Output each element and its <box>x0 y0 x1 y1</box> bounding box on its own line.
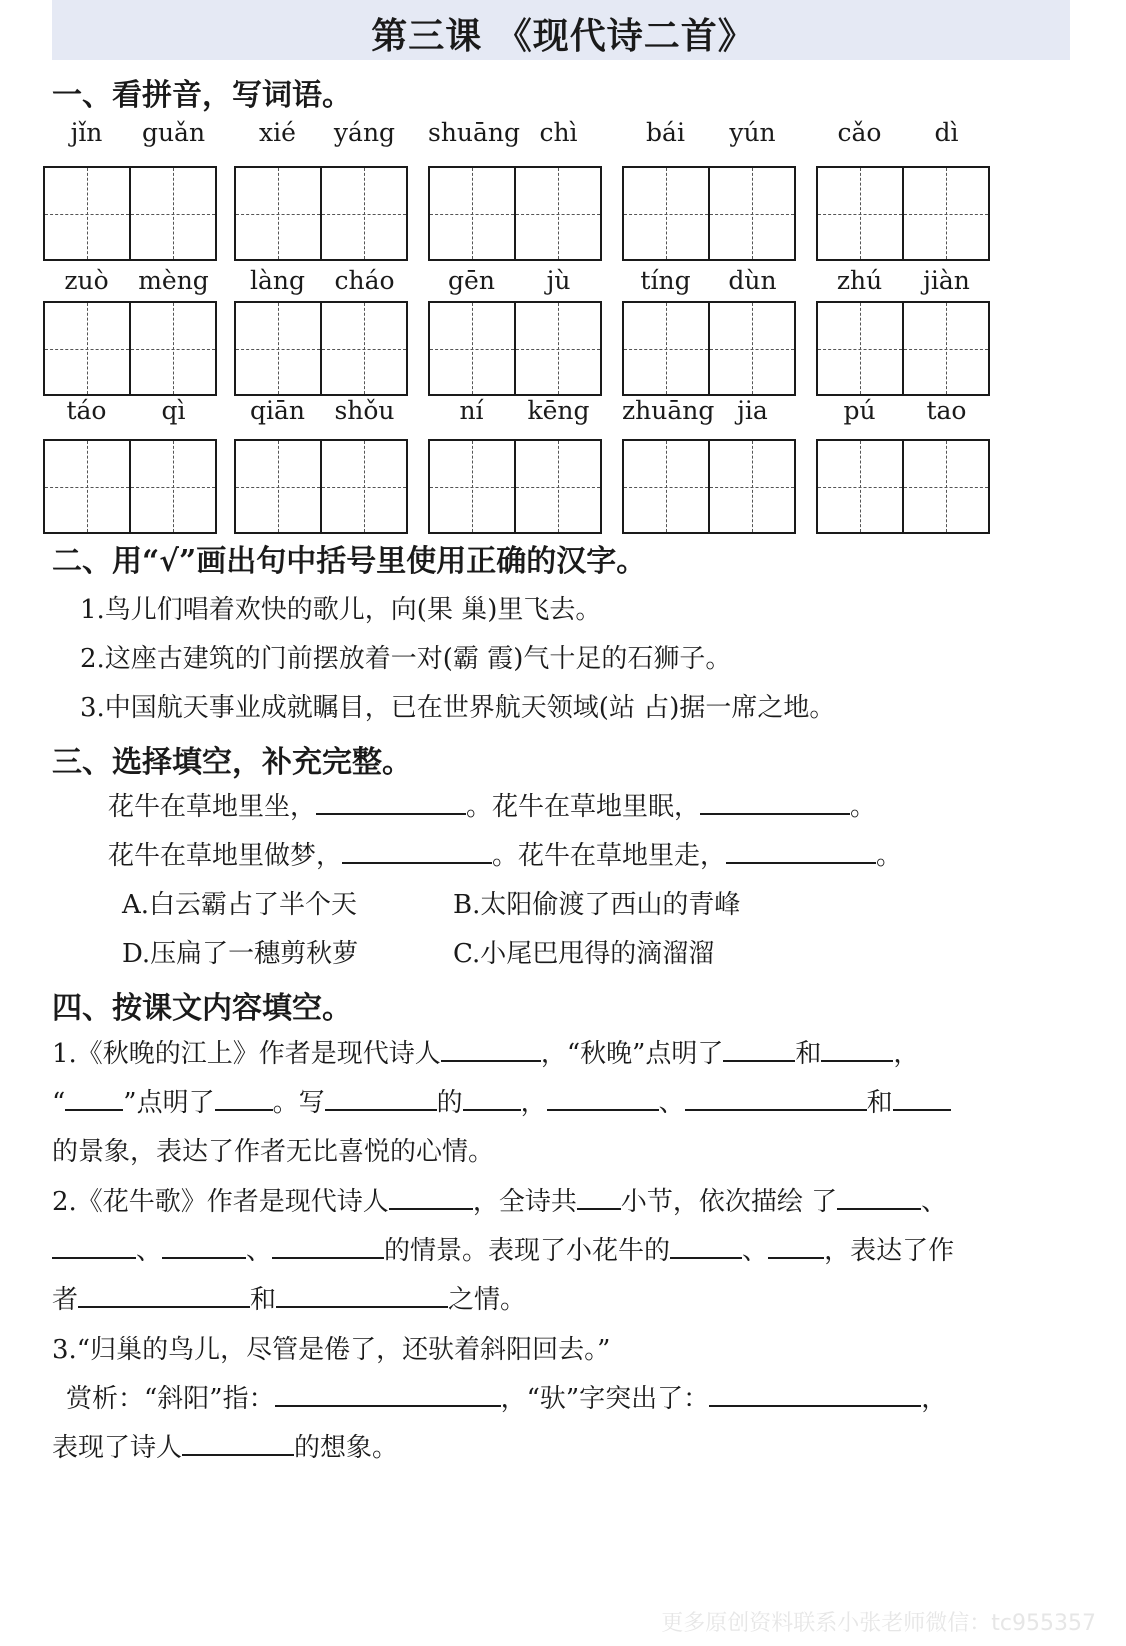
pinyin-syllable: yún <box>729 118 776 147</box>
period: 。 <box>876 841 903 871</box>
tianzige-cell[interactable] <box>708 441 794 532</box>
tianzige-cell[interactable] <box>236 168 320 259</box>
q2-line-2 <box>52 1230 954 1267</box>
tianzige-cell[interactable] <box>129 441 215 532</box>
section2-item-2: 2.这座古建筑的门前摆放着一对(霸 霞)气十足的石狮子。 <box>80 644 732 674</box>
option-c: C.小尾巴甩得的滴溜溜 <box>453 939 715 969</box>
fill-blank[interactable] <box>342 836 492 864</box>
fill-blank[interactable] <box>182 1428 294 1456</box>
fill-blank[interactable] <box>821 1034 893 1062</box>
q3-line-2 <box>52 1427 398 1464</box>
q3-text: 表现了诗人 <box>52 1433 183 1463</box>
q1-text: 。写 <box>272 1088 325 1118</box>
tianzige-cell[interactable] <box>902 441 988 532</box>
pinyin-syllable: cǎo <box>837 118 882 147</box>
tianzige-cell[interactable] <box>902 168 988 259</box>
tianzige-word-box[interactable] <box>622 301 796 396</box>
pinyin-syllable: cháo <box>334 266 395 295</box>
tianzige-word-box[interactable] <box>234 301 408 396</box>
q1-text: “ <box>52 1088 66 1118</box>
fill-blank[interactable] <box>325 1083 437 1111</box>
q1-text: 的 <box>436 1088 463 1118</box>
q3-text: 赏析：“斜阳”指： <box>66 1384 275 1414</box>
q2-text: ，全诗共 <box>472 1187 577 1217</box>
q2-text: 、 <box>246 1236 273 1266</box>
q2-text: 、 <box>136 1236 163 1266</box>
tianzige-cell[interactable] <box>708 303 794 394</box>
tianzige-cell[interactable] <box>624 303 708 394</box>
tianzige-word-box[interactable] <box>816 166 990 261</box>
option-a: A.白云霸占了半个天 <box>122 890 358 920</box>
tianzige-cell[interactable] <box>708 168 794 259</box>
q3-quote: 3.“归巢的鸟儿，尽管是倦了，还驮着斜阳回去。” <box>52 1335 611 1365</box>
pinyin-syllable: qì <box>161 396 186 425</box>
tianzige-word-box[interactable] <box>43 301 217 396</box>
fill-blank[interactable] <box>709 1379 921 1407</box>
tianzige-word-box[interactable] <box>428 301 602 396</box>
fill-blank[interactable] <box>768 1231 824 1259</box>
section1-heading: 一、看拼音，写词语。 <box>52 78 352 113</box>
pinyin-syllable: chì <box>539 118 578 147</box>
tianzige-cell[interactable] <box>320 168 406 259</box>
pinyin-syllable: tíng <box>640 266 691 295</box>
tianzige-cell[interactable] <box>45 441 129 532</box>
pinyin-syllable: xié <box>259 118 296 147</box>
tianzige-cell[interactable] <box>320 303 406 394</box>
fill-blank[interactable] <box>275 1379 501 1407</box>
section2-item-1: 1.鸟儿们唱着欢快的歌儿，向(果 巢)里飞去。 <box>80 595 602 625</box>
q2-text: 小节，依次描绘 了 <box>620 1187 838 1217</box>
q2-line-1 <box>52 1181 947 1218</box>
fill-blank[interactable] <box>389 1182 473 1210</box>
q1-text: 1.《秋晚的江上》作者是现代诗人 <box>52 1039 441 1069</box>
q2-text: 、 <box>742 1236 769 1266</box>
option-b: B.太阳偷渡了西山的青峰 <box>453 890 741 920</box>
tianzige-word-box[interactable] <box>816 439 990 534</box>
tianzige-word-box[interactable] <box>622 166 796 261</box>
fill-blank[interactable] <box>52 1231 136 1259</box>
fill-blank[interactable] <box>162 1231 246 1259</box>
q1-text: 、 <box>658 1088 685 1118</box>
tianzige-cell[interactable] <box>514 303 600 394</box>
page-title: 第三课 《现代诗二首》 <box>371 15 755 57</box>
section2-heading: 二、用“√”画出句中括号里使用正确的汉字。 <box>52 544 647 579</box>
q1-text: 和 <box>866 1088 893 1118</box>
tianzige-cell[interactable] <box>818 168 902 259</box>
q1-text: ，“秋晚”点明了 <box>540 1039 724 1069</box>
tianzige-cell[interactable] <box>129 168 215 259</box>
period: 。 <box>492 841 519 871</box>
pinyin-syllable: gēn <box>448 266 495 295</box>
pinyin-syllable: jǐn <box>70 118 103 147</box>
tianzige-cell[interactable] <box>45 168 129 259</box>
pinyin-syllable: pú <box>843 396 876 425</box>
tianzige-cell[interactable] <box>902 303 988 394</box>
period: 。 <box>850 792 877 822</box>
pinyin-syllable: guǎn <box>141 118 206 147</box>
option-d: D.压扁了一穗剪秋萝 <box>122 939 359 969</box>
q2-text: ，表达了作 <box>824 1236 955 1266</box>
fill-blank[interactable] <box>700 787 850 815</box>
pinyin-syllable: jiàn <box>923 266 970 295</box>
pinyin-syllable: shuāng <box>428 118 521 147</box>
fill-blank[interactable] <box>893 1083 951 1111</box>
q1-text: ， <box>520 1088 547 1118</box>
q1-text: 和 <box>795 1039 822 1069</box>
section3-line-2 <box>108 835 902 872</box>
section2-item-3: 3.中国航天事业成就瞩目，已在世界航天领域(站 占)据一席之地。 <box>80 693 836 723</box>
tianzige-cell[interactable] <box>624 441 708 532</box>
q2-text: 2.《花牛歌》作者是现代诗人 <box>52 1187 389 1217</box>
pinyin-syllable: zhú <box>836 266 883 295</box>
tianzige-cell[interactable] <box>129 303 215 394</box>
tianzige-cell[interactable] <box>45 303 129 394</box>
fill-blank[interactable] <box>577 1182 621 1210</box>
fill-blank[interactable] <box>837 1182 921 1210</box>
pinyin-syllable: tao <box>926 396 967 425</box>
tianzige-cell[interactable] <box>514 441 600 532</box>
q3-text: ， <box>921 1384 948 1414</box>
tianzige-cell[interactable] <box>818 441 902 532</box>
pinyin-syllable: jù <box>546 266 571 295</box>
tianzige-cell[interactable] <box>818 303 902 394</box>
fill-blank[interactable] <box>441 1034 541 1062</box>
pinyin-syllable: dùn <box>728 266 777 295</box>
fill-blank[interactable] <box>276 1280 448 1308</box>
tianzige-word-box[interactable] <box>622 439 796 534</box>
sentence-sit: 花牛在草地里坐， <box>108 792 317 822</box>
fill-blank[interactable] <box>215 1083 273 1111</box>
pinyin-syllable: kēng <box>527 396 590 425</box>
tianzige-word-box[interactable] <box>43 166 217 261</box>
tianzige-cell[interactable] <box>514 168 600 259</box>
q2-text: 者 <box>52 1285 79 1315</box>
fill-blank[interactable] <box>685 1083 867 1111</box>
tianzige-word-box[interactable] <box>428 439 602 534</box>
q1-text: ， <box>893 1039 920 1069</box>
pinyin-syllable: dì <box>934 118 959 147</box>
q3-line-1 <box>66 1378 947 1415</box>
pinyin-syllable: qiān <box>249 396 305 425</box>
tianzige-word-box[interactable] <box>43 439 217 534</box>
tianzige-cell[interactable] <box>430 303 514 394</box>
tianzige-cell[interactable] <box>430 441 514 532</box>
q2-line-3 <box>52 1279 526 1316</box>
tianzige-word-box[interactable] <box>428 166 602 261</box>
fill-blank[interactable] <box>78 1280 250 1308</box>
q1-text: ”点明了 <box>123 1088 215 1118</box>
pinyin-syllable: yáng <box>333 118 396 147</box>
pinyin-syllable: shǒu <box>334 396 395 425</box>
pinyin-syllable: jia <box>737 396 768 425</box>
fill-blank[interactable] <box>670 1231 742 1259</box>
section3-line-1 <box>108 786 876 823</box>
fill-blank[interactable] <box>65 1083 123 1111</box>
pinyin-syllable: zuò <box>64 266 109 295</box>
section4-heading: 四、按课文内容填空。 <box>52 991 352 1026</box>
q2-text: 、 <box>921 1187 948 1217</box>
sentence-dream: 花牛在草地里做梦， <box>108 841 343 871</box>
tianzige-cell[interactable] <box>624 168 708 259</box>
watermark: 更多原创资料联系小张老师微信：tc955357 <box>661 1611 1096 1636</box>
section3-heading: 三、选择填空，补充完整。 <box>52 745 412 780</box>
tianzige-cell[interactable] <box>430 168 514 259</box>
q3-text: 的想象。 <box>294 1433 399 1463</box>
pinyin-syllable: ní <box>459 396 484 425</box>
tianzige-cell[interactable] <box>236 303 320 394</box>
sentence-walk: 花牛在草地里走， <box>518 841 727 871</box>
tianzige-word-box[interactable] <box>234 439 408 534</box>
tianzige-cell[interactable] <box>320 441 406 532</box>
q2-text: 和 <box>250 1285 277 1315</box>
fill-blank[interactable] <box>726 836 876 864</box>
fill-blank[interactable] <box>547 1083 659 1111</box>
fill-blank[interactable] <box>463 1083 521 1111</box>
q1-line-3: 的景象，表达了作者无比喜悦的心情。 <box>52 1137 495 1167</box>
q3-text: ，“驮”字突出了： <box>500 1384 710 1414</box>
tianzige-cell[interactable] <box>236 441 320 532</box>
pinyin-syllable: táo <box>66 396 107 425</box>
fill-blank[interactable] <box>272 1231 384 1259</box>
q1-line-1 <box>52 1033 919 1070</box>
pinyin-syllable: mèng <box>138 266 209 295</box>
tianzige-word-box[interactable] <box>816 301 990 396</box>
tianzige-word-box[interactable] <box>234 166 408 261</box>
q2-text: 之情。 <box>448 1285 527 1315</box>
q1-line-2 <box>52 1082 951 1119</box>
sentence-sleep: 花牛在草地里眠， <box>492 792 701 822</box>
q2-text: 的情景。表现了小花牛的 <box>384 1236 671 1266</box>
fill-blank[interactable] <box>316 787 466 815</box>
pinyin-syllable: bái <box>646 118 685 147</box>
period: 。 <box>466 792 493 822</box>
pinyin-syllable: zhuāng <box>622 396 715 425</box>
pinyin-syllable: làng <box>249 266 305 295</box>
fill-blank[interactable] <box>723 1034 795 1062</box>
